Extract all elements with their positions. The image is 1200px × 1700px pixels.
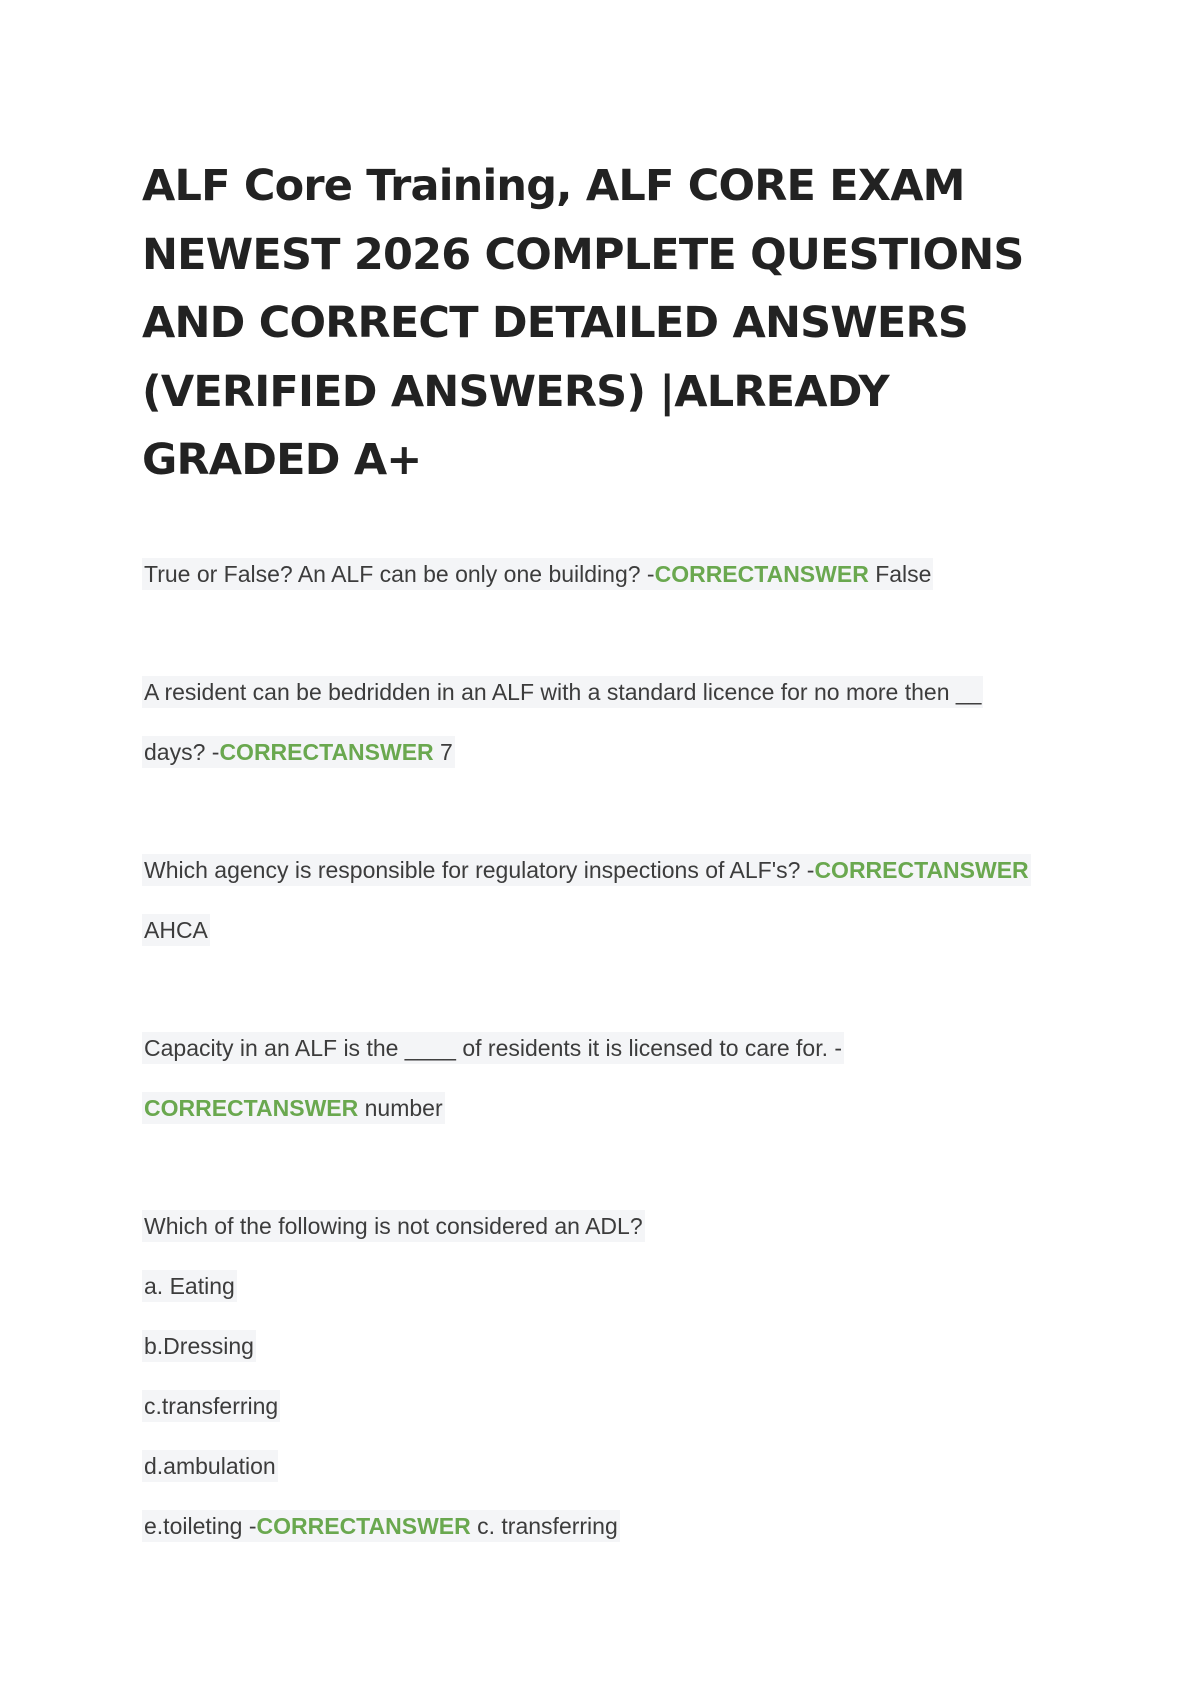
qa-line <box>142 1196 1072 1256</box>
question-text: A resident can be bedridden in an ALF with a standard licence for no more then __ <box>142 676 983 708</box>
correct-answer-marker: CORRECTANSWER <box>256 1513 471 1539</box>
document-title: ALF Core Training, ALF CORE EXAM NEWEST 2026 COMPLETE QUESTIONS AND CORRECT DETAILED ANSWERS (VERIFIED ANSWERS) |ALREADY GRADED A+ <box>142 161 1024 485</box>
answer-text: AHCA <box>142 914 210 946</box>
qa-item-1 <box>142 544 1072 604</box>
question-text: Capacity in an ALF is the ____ of residents it is licensed to care for. - <box>142 1032 844 1064</box>
qa-line <box>142 1376 1072 1436</box>
qa-line <box>142 544 1072 604</box>
option-b: b.Dressing <box>142 1330 256 1362</box>
answer-text: 7 <box>433 739 453 765</box>
qa-line <box>142 840 1072 900</box>
qa-line <box>142 1256 1072 1316</box>
question-text: days? - <box>144 739 220 765</box>
option-a: a. Eating <box>142 1270 237 1302</box>
option-e: e.toileting - <box>144 1513 257 1539</box>
qa-text-block <box>142 558 933 590</box>
qa-line <box>142 1018 1072 1078</box>
option-d: d.ambulation <box>142 1450 278 1482</box>
qa-text-block <box>142 1092 445 1124</box>
qa-line <box>142 1496 1072 1556</box>
qa-text-block <box>142 1510 620 1542</box>
qa-line <box>142 900 1072 960</box>
qa-line <box>142 662 1072 722</box>
qa-text-block <box>142 736 455 768</box>
option-c: c.transferring <box>142 1390 280 1422</box>
qa-item-4 <box>142 1018 1072 1138</box>
answer-text: number <box>358 1095 443 1121</box>
qa-line <box>142 1316 1072 1376</box>
qa-item-3 <box>142 840 1072 960</box>
correct-answer-marker: CORRECTANSWER <box>814 857 1029 883</box>
qa-line <box>142 1078 1072 1138</box>
correct-answer-marker: CORRECTANSWER <box>654 561 869 587</box>
question-text: Which of the following is not considered an ADL? <box>142 1210 645 1242</box>
question-text: True or False? An ALF can be only one building? - <box>144 561 655 587</box>
correct-answer-marker: CORRECTANSWER <box>219 739 434 765</box>
qa-line <box>142 722 1072 782</box>
qa-item-5 <box>142 1196 1072 1556</box>
qa-item-2 <box>142 662 1072 782</box>
question-text: Which agency is responsible for regulatory inspections of ALF's? - <box>144 857 815 883</box>
qa-text-block <box>142 854 1031 886</box>
answer-text: c. transferring <box>470 1513 618 1539</box>
qa-line <box>142 1436 1072 1496</box>
answer-text: False <box>868 561 932 587</box>
correct-answer-marker: CORRECTANSWER <box>144 1095 359 1121</box>
